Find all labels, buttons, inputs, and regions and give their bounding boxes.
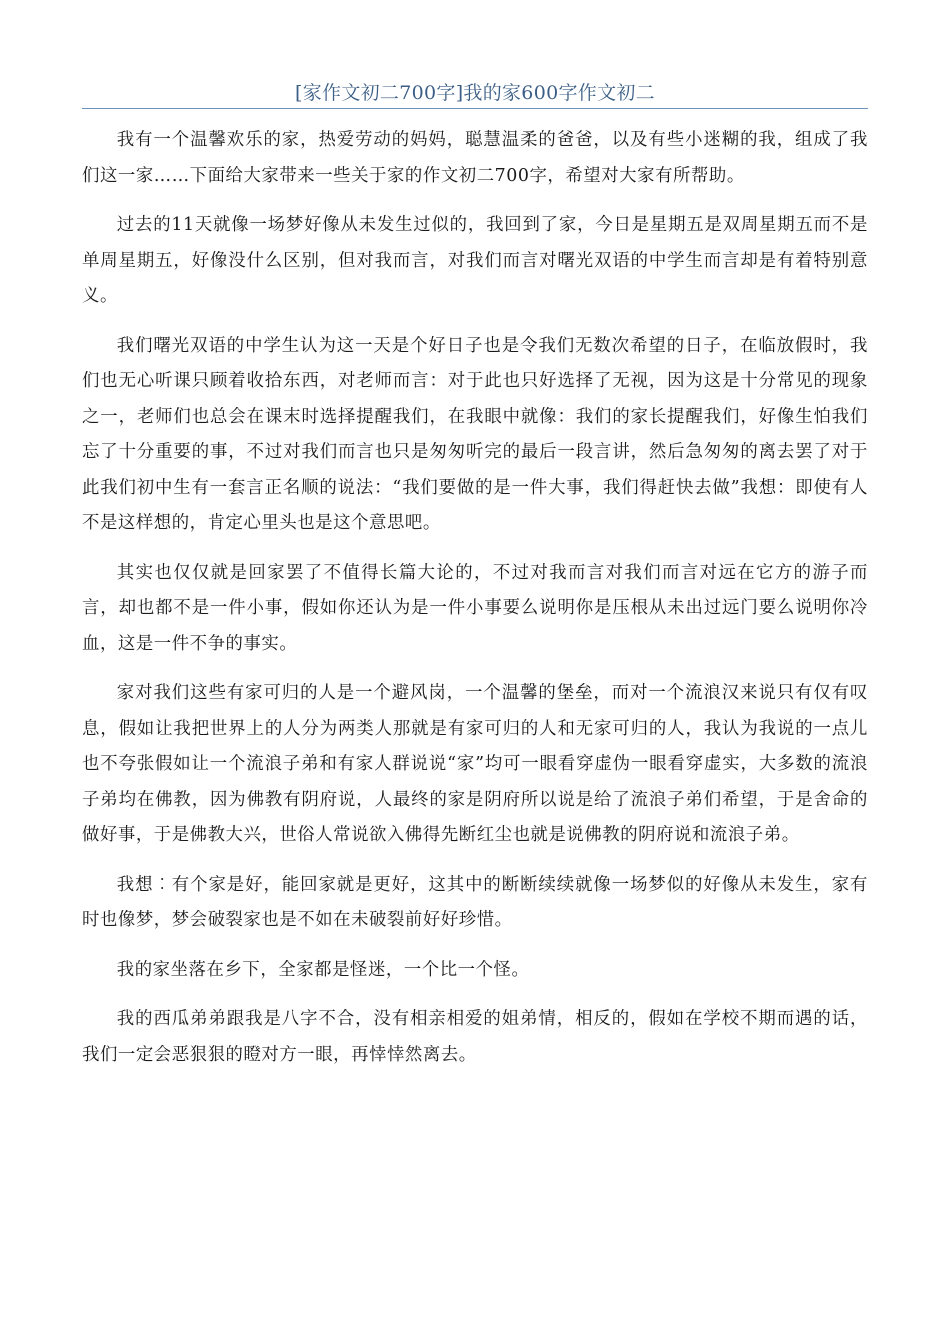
paragraph: 我的西瓜弟弟跟我是八字不合，没有相亲相爱的姐弟情，相反的，假如在学校不期而遇的话，我们一定会恶狠狠的瞪对方一眼，再悻悻然离去。	[82, 1009, 868, 1065]
paragraph: 其实也仅仅就是回家罢了不值得长篇大论的，不过对我而言对我们而言对远在它方的游子而言，却也都不是一件小事，假如你还认为是一件小事要么说明你是压根从未出过远门要么说明你冷血，这是一件不争的事实。	[82, 562, 868, 654]
title-underline	[82, 108, 868, 109]
paragraph: 我的家坐落在乡下，全家都是怪迷，一个比一个怪。	[116, 959, 530, 980]
paragraph: 我有一个温馨欢乐的家，热爱劳动的妈妈，聪慧温柔的爸爸，以及有些小迷糊的我，组成了我们这一家……下面给大家带来一些关于家的作文初二700字，希望对大家有所帮助。	[82, 130, 868, 186]
paragraph: 我想︰有个家是好，能回家就是更好，这其中的断断续续就像一场梦似的好像从未发生，家有时也像梦，梦会破裂家也是不如在未破裂前好好珍惜。	[82, 874, 868, 930]
paragraph: 家对我们这些有家可归的人是一个避风岗，一个温馨的堡垒，而对一个流浪汉来说只有仅有叹息，假如让我把世界上的人分为两类人那就是有家可归的人和无家可归的人，我认为我说的一点儿也不夸张假如让一个流浪子弟和有家人群说说“家”均可一眼看穿虚伪一眼看穿虚实，大多数的流浪子弟均在佛教，因为佛教有阴府说，人最终的家是阴府所以说是给了流浪子弟们希望，于是舍命的做好事，于是佛教大兴，世俗人常说欲入佛得先断红尘也就是说佛教的阴府说和流浪子弟。	[82, 683, 868, 845]
paragraph: 我们曙光双语的中学生认为这一天是个好日子也是令我们无数次希望的日子，在临放假时，我们也无心听课只顾着收拾东西，对老师而言：对于此也只好选择了无视，因为这是十分常见的现象之一，老师们也总会在课末时选择提醒我们，在我眼中就像：我们的家长提醒我们，好像生怕我们忘了十分重要的事，不过对我们而言也只是匆匆听完的最后一段言讲，然后急匆匆的离去罢了对于此我们初中生有一套言正名顺的说法：“我们要做的是一件大事，我们得赶快去做”我想：即使有人不是这样想的，肯定心里头也是这个意思吧。	[82, 335, 868, 533]
document-title: [家作文初二700字]我的家600字作文初二	[295, 82, 655, 104]
document-page	[82, 0, 868, 1087]
paragraph: 过去的11天就像一场梦好像从未发生过似的，我回到了家，今日是星期五是双周星期五而不是单周星期五，好像没什么区别，但对我而言，对我们而言对曙光双语的中学生而言却是有着特别意义。	[82, 215, 868, 306]
